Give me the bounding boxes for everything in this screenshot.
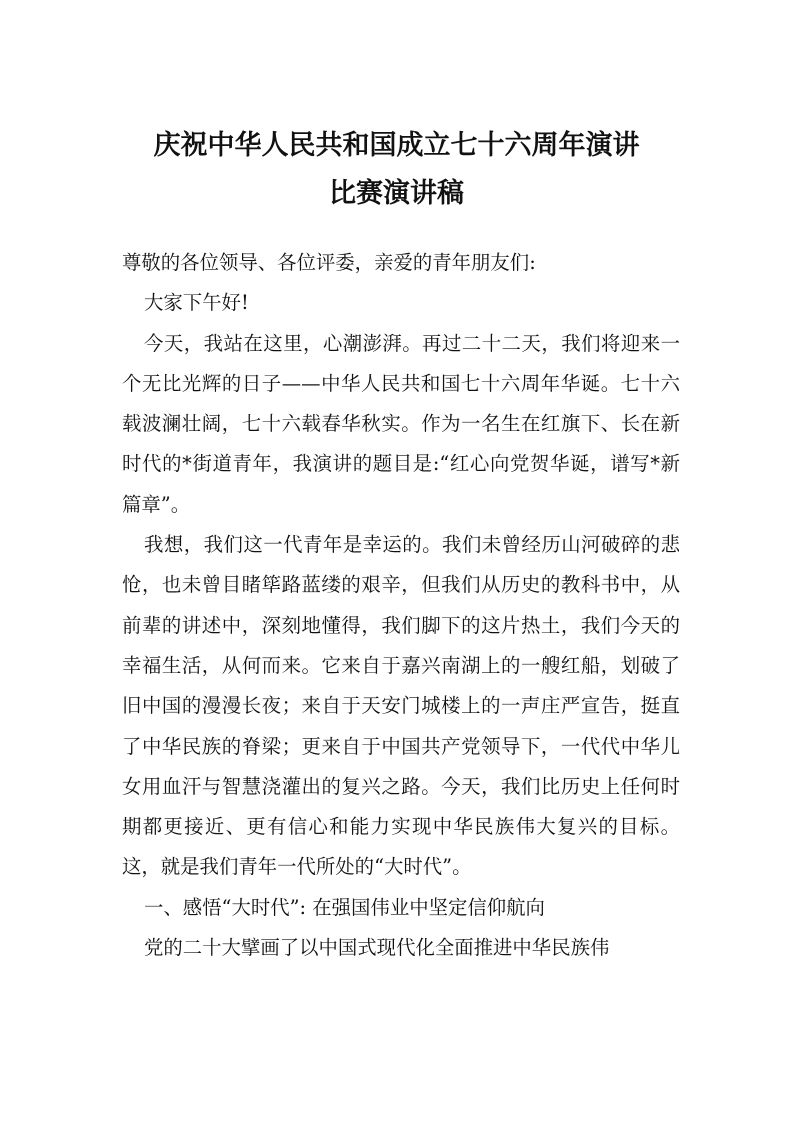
paragraph-3: 党的二十大擘画了以中国式现代化全面推进中华民族伟 [144, 936, 610, 960]
greeting: 大家下午好! [144, 291, 249, 315]
salutation: 尊敬的各位领导、各位评委，亲爱的青年朋友们: [122, 251, 536, 274]
paragraph-1: 今天，我站在这里，心潮澎湃。再过二十二天，我们将迎来一个无比光辉的日子——中华人民共和国七十六周年华诞。七十六载波澜壮阔，七十六载春华秋实。作为一名生在红旗下、长在新时代的*街道青年，我演讲的题目是:“红心向党贺华诞，谱写*新篇章”。 [122, 331, 680, 516]
title-line-2: 比赛演讲稿 [329, 178, 464, 209]
section-heading: 一、感悟“大时代”: 在强国伟业中坚定信仰航向 [144, 895, 545, 919]
paragraph-2: 我想，我们这一代青年是幸运的。我们未曾经历山河破碎的悲怆，也未曾目睹筚路蓝缕的艰辛，但我们从历史的教科书中，从前辈的讲述中，深刻地懂得，我们脚下的这片热土，我们今天的幸福生活，从何而来。它来自于嘉兴南湖上的一艘红船，划破了旧中国的漫漫长夜；来自于天安门城楼上的一声庄严宣告，挺直了中华民族的脊梁；更来自于中国共产党领导下，一代代中华儿女用血汗与智慧浇灌出的复兴之路。今天，我们比历史上任何时期都更接近、更有信心和能力实现中华民族伟大复兴的目标。这，就是我们青年一代所处的“大时代”。 [122, 533, 680, 879]
title-line-1: 庆祝中华人民共和国成立七十六周年演讲 [153, 130, 640, 161]
document-body [122, 243, 680, 968]
document-title [90, 122, 703, 218]
